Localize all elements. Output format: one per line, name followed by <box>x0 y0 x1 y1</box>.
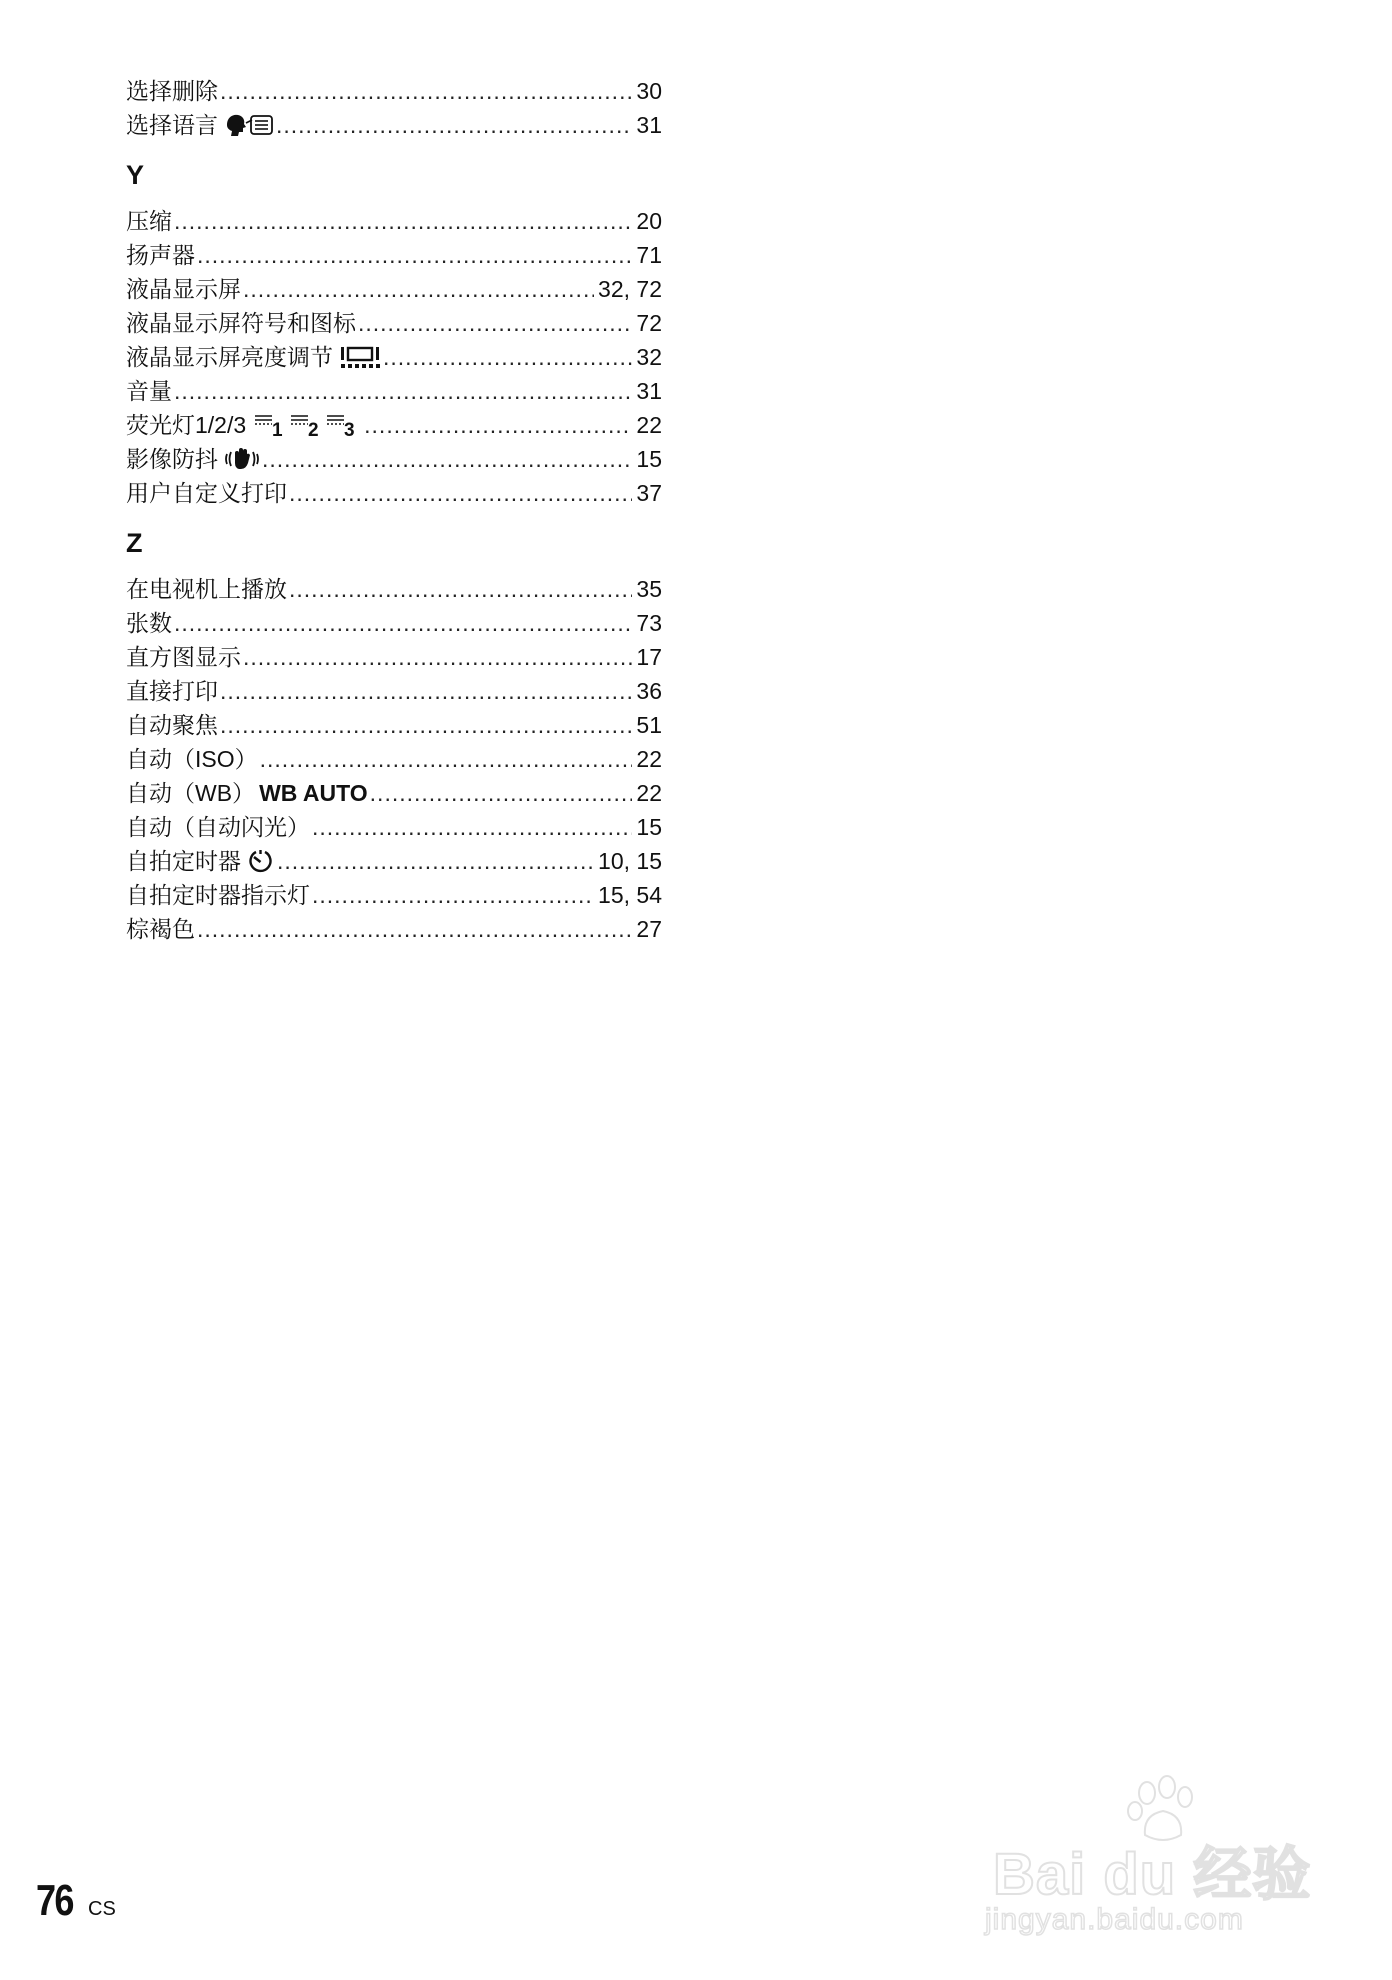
index-entry <box>126 374 662 408</box>
entry-label: 选择删除 <box>126 78 218 104</box>
entry-page: 36 <box>636 678 662 704</box>
entry-label: 直方图显示 <box>126 644 241 670</box>
index-entry <box>126 674 662 708</box>
index-entry <box>126 204 662 238</box>
dot-leader <box>174 606 632 640</box>
index-entry <box>126 844 662 878</box>
section-heading-y: Y <box>126 160 145 190</box>
dot-leader <box>312 810 632 844</box>
wb-auto-symbol: WB AUTO <box>259 780 368 806</box>
section-heading-z: Z <box>126 528 143 558</box>
index-entry <box>126 878 662 912</box>
entry-label: 液晶显示屏 <box>126 276 241 302</box>
dot-leader <box>312 878 594 912</box>
language-code: CS <box>88 1898 116 1920</box>
entry-page: 22 <box>636 412 662 438</box>
entry-page: 30 <box>636 78 662 104</box>
entry-page: 20 <box>636 208 662 234</box>
entry-page: 35 <box>636 576 662 602</box>
entry-page: 31 <box>636 378 662 404</box>
entry-label: 自动聚焦 <box>126 712 218 738</box>
dot-leader <box>243 640 632 674</box>
index-entry <box>126 108 662 142</box>
entry-page: 32, 72 <box>598 276 662 302</box>
monitor-brightness-icon <box>339 345 381 369</box>
page-footer <box>36 1876 116 1926</box>
entry-page: 22 <box>636 746 662 772</box>
fluorescent-icon-digit: 3 <box>344 420 355 438</box>
entry-page: 71 <box>636 242 662 268</box>
entry-page: 27 <box>636 916 662 942</box>
watermark-brand: Bai du 经验 <box>993 1842 1312 1907</box>
dot-leader <box>289 572 632 606</box>
baidu-watermark <box>985 1775 1325 1935</box>
index-entry <box>126 306 662 340</box>
index-list <box>126 74 662 946</box>
index-entry <box>126 74 662 108</box>
entry-page: 73 <box>636 610 662 636</box>
dot-leader <box>243 272 594 306</box>
page-number: 76 <box>36 1876 73 1925</box>
dot-leader <box>276 108 632 142</box>
dot-leader <box>370 776 633 810</box>
dot-leader <box>260 742 633 776</box>
dot-leader <box>364 408 632 442</box>
index-entry <box>126 912 662 946</box>
entry-label: 自拍定时器指示灯 <box>126 882 310 908</box>
index-entry <box>126 442 662 476</box>
index-entry <box>126 572 662 606</box>
dot-leader <box>220 674 632 708</box>
entry-label: 液晶显示屏符号和图标 <box>126 310 356 336</box>
entry-page: 15 <box>636 814 662 840</box>
entry-label: 压缩 <box>126 208 172 234</box>
entry-label: 自动（自动闪光） <box>126 814 310 840</box>
entry-page: 17 <box>636 644 662 670</box>
fluorescent-icon-digit: 1 <box>272 420 283 438</box>
index-entry <box>126 708 662 742</box>
dot-leader <box>358 306 632 340</box>
entry-label: 液晶显示屏亮度调节 <box>126 344 333 370</box>
entry-page: 32 <box>636 344 662 370</box>
entry-page: 15 <box>636 446 662 472</box>
fluorescent-icon-digit: 2 <box>308 420 319 438</box>
entry-label: 荧光灯1/2/3 <box>126 412 247 438</box>
entry-page: 15, 54 <box>598 882 662 908</box>
entry-label: 选择语言 <box>126 112 218 138</box>
index-entry <box>126 742 662 776</box>
entry-label: 影像防抖 <box>126 446 218 472</box>
entry-label: 直接打印 <box>126 678 218 704</box>
index-entry <box>126 476 662 510</box>
index-entry <box>126 340 662 374</box>
entry-label: 在电视机上播放 <box>126 576 287 602</box>
dot-leader <box>220 708 632 742</box>
dot-leader <box>197 912 632 946</box>
entry-label: 张数 <box>126 610 172 636</box>
index-entry <box>126 238 662 272</box>
entry-label: 用户自定义打印 <box>126 480 287 506</box>
self-timer-icon <box>247 848 275 874</box>
dot-leader <box>197 238 632 272</box>
index-entry <box>126 810 662 844</box>
entry-label: 自动（WB） <box>126 780 256 806</box>
language-icon <box>224 113 274 137</box>
entry-page: 37 <box>636 480 662 506</box>
entry-label: 自动（ISO） <box>126 746 258 772</box>
fluorescent-icon <box>252 412 362 438</box>
index-entry <box>126 640 662 674</box>
dot-leader <box>262 442 632 476</box>
dot-leader <box>277 844 594 878</box>
entry-page: 22 <box>636 780 662 806</box>
index-entry <box>126 408 662 442</box>
dot-leader <box>174 204 632 238</box>
index-entry <box>126 776 662 810</box>
entry-label: 自拍定时器 <box>126 848 241 874</box>
image-stabilizer-icon <box>224 447 260 471</box>
entry-page: 10, 15 <box>598 848 662 874</box>
entry-page: 31 <box>636 112 662 138</box>
entry-label: 音量 <box>126 378 172 404</box>
dot-leader <box>174 374 632 408</box>
index-entry <box>126 606 662 640</box>
entry-label: 扬声器 <box>126 242 195 268</box>
entry-label: 棕褐色 <box>126 916 195 942</box>
dot-leader <box>383 340 632 374</box>
index-entry <box>126 272 662 306</box>
entry-page: 51 <box>636 712 662 738</box>
watermark-url: jingyan.baidu.com <box>985 1903 1244 1936</box>
dot-leader <box>220 74 632 108</box>
entry-page: 72 <box>636 310 662 336</box>
dot-leader <box>289 476 632 510</box>
